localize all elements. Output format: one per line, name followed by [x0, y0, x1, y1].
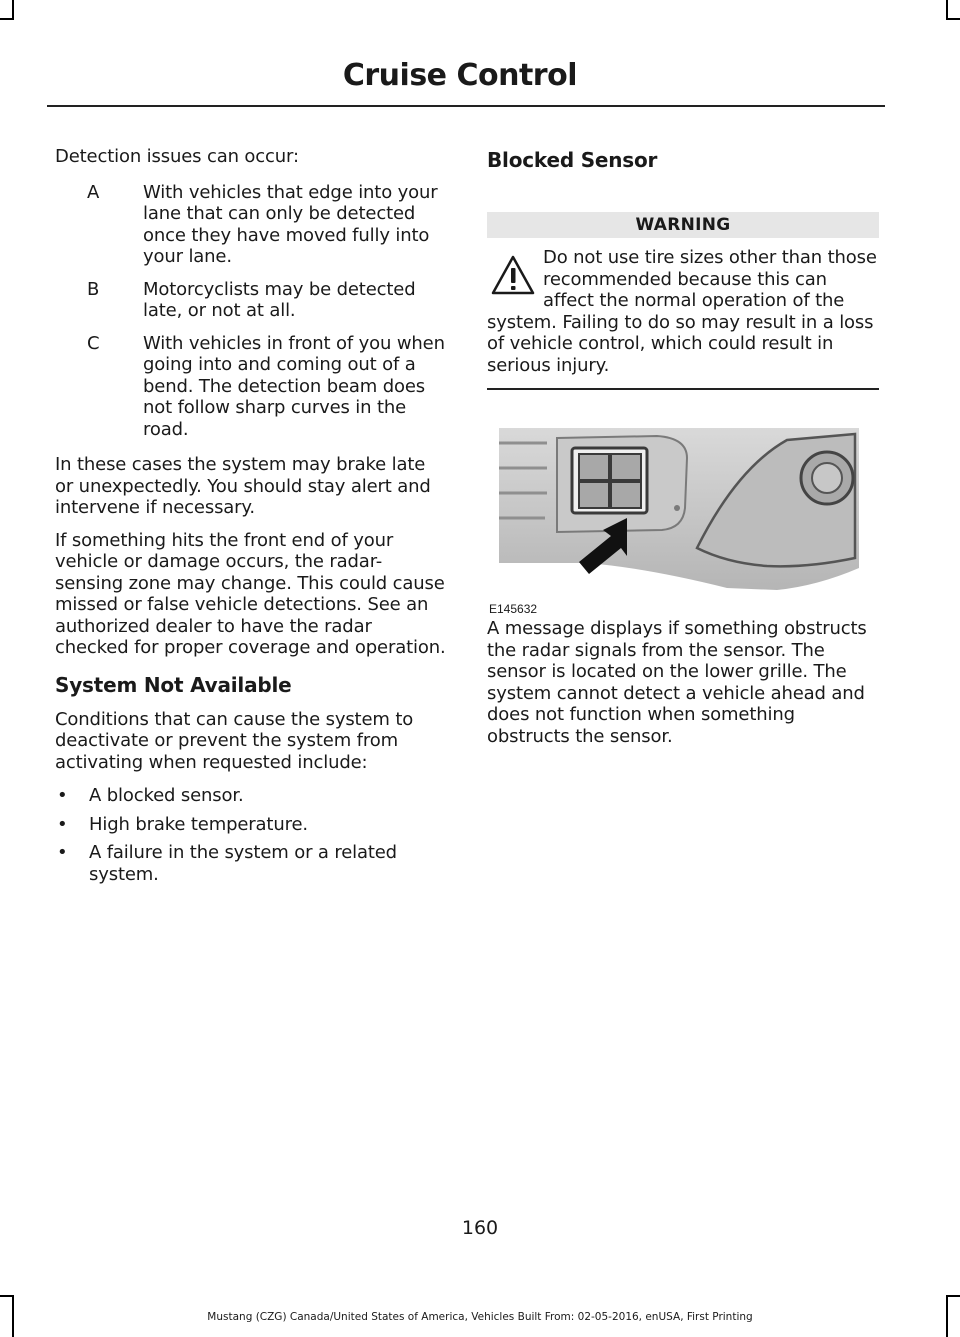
warning-triangle-icon	[489, 251, 537, 299]
crop-mark	[12, 0, 14, 20]
list-item	[55, 182, 448, 268]
paragraph-brake-late: In these cases the system may brake late or unexpectedly. You should stay alert and intervene if necessary.	[55, 454, 431, 518]
list-text: With vehicles that edge into your lane that can only be detected once they have moved fully into your lane.	[143, 181, 438, 267]
crop-mark	[0, 18, 14, 20]
page-number: 160	[461, 1217, 499, 1239]
bullet-item	[55, 842, 448, 885]
warning-box	[487, 247, 879, 376]
bullet-icon: •	[57, 842, 68, 863]
warning-heading: WARNING	[487, 212, 879, 238]
paragraph-obstruction: A message displays if something obstructs the radar signals from the sensor. The sensor is located on the lower grille. The system cannot detect a vehicle ahead and does not function when something obstructs the sensor.	[487, 618, 867, 747]
crop-mark	[946, 1295, 960, 1297]
list-text: Motorcyclists may be detected late, or not at all.	[143, 278, 416, 321]
list-item	[55, 279, 448, 322]
paragraph-radar-damage: If something hits the front end of your vehicle or damage occurs, the radar-sensing zone may change. This could cause missed or false vehicle detections. See an authorized dealer to have the radar checked for proper coverage and operation.	[55, 529, 446, 658]
bullet-text: A failure in the system or a related system.	[89, 842, 397, 885]
issues-intro: Detection issues can occur:	[55, 146, 299, 167]
sensor-illustration	[487, 398, 879, 618]
crop-mark	[946, 0, 948, 20]
footer-edition: Mustang (CZG) Canada/United States of America, Vehicles Built From: 02-05-2016, enUSA, First Printing	[207, 1311, 753, 1323]
crop-mark	[0, 1295, 14, 1297]
bullet-icon: •	[57, 785, 68, 806]
page-title: Cruise Control	[342, 58, 577, 93]
right-column	[487, 146, 879, 758]
list-key: A	[87, 181, 100, 203]
list-key: B	[87, 278, 100, 300]
warning-rule	[487, 388, 879, 390]
left-column	[55, 146, 448, 892]
figure-id: E145632	[489, 602, 538, 616]
paragraph-conditions: Conditions that can cause the system to deactivate or prevent the system from activating when requested include:	[55, 708, 414, 773]
warning-text: Do not use tire sizes other than those recommended because this can affect the normal operation of the system. Failing to do so may result in a loss of vehicle control, which could result in serious injury.	[487, 247, 877, 376]
section-heading-system-not-available: System Not Available	[55, 672, 292, 697]
bullet-item	[55, 785, 448, 807]
header-rule	[47, 105, 885, 107]
crop-mark	[946, 18, 960, 20]
bullet-item	[55, 814, 448, 836]
bullet-icon: •	[57, 813, 68, 835]
bumper-sensor-drawing	[487, 398, 879, 618]
list-text: With vehicles in front of you when going into and coming out of a bend. The detection beam does not follow sharp curves in the road.	[143, 332, 445, 440]
list-item	[55, 333, 448, 441]
list-key: C	[87, 332, 100, 354]
bullet-text: High brake temperature.	[89, 813, 308, 835]
bullet-text: A blocked sensor.	[89, 785, 244, 806]
section-heading-blocked-sensor: Blocked Sensor	[487, 148, 658, 172]
